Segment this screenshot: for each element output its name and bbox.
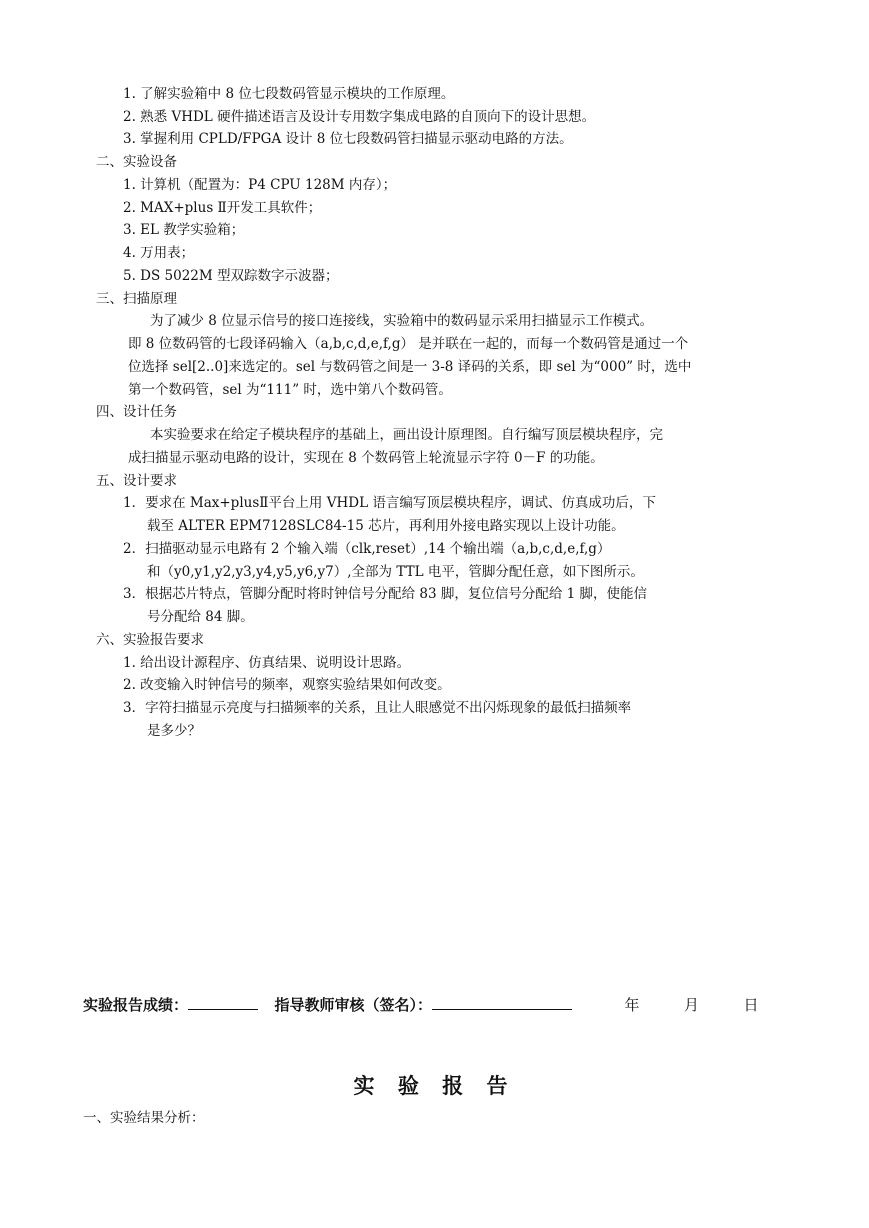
principle-line-1: 为了减少 8 位显示信号的接口连接线，实验箱中的数码显示采用扫描显示工作模式。 (150, 313, 654, 329)
signature-row (83, 995, 758, 1015)
objective-item-3: 3. 掌握利用 CPLD/FPGA 设计 8 位七段数码管扫描显示驱动电路的方法。 (123, 131, 573, 147)
date-month-label: 月 (683, 996, 699, 1014)
task-line-2: 成扫描显示驱动电路的设计，实现在 8 个数码管上轮流显示字符 0－F 的功能。 (128, 450, 604, 466)
requirement-line-5: 3．根据芯片特点，管脚分配时将时钟信号分配给 83 脚，复位信号分配给 1 脚，使能信 (123, 586, 648, 602)
teacher-review-label: 指导教师审核（签名）： (274, 996, 432, 1014)
requirement-line-3: 2．扫描驱动显示电路有 2 个输入端（clk,reset）,14 个输出端（a,b,c,d,e,f,g） (123, 541, 611, 557)
requirement-line-1: 1．要求在 Max+plusⅡ平台上用 VHDL 语言编写顶层模块程序，调试、仿真成功后，下 (123, 495, 656, 511)
section-heading-equipment: 二、实验设备 (96, 154, 177, 170)
task-line-1: 本实验要求在给定子模块程序的基础上，画出设计原理图。自行编写顶层模块程序，完 (150, 427, 663, 443)
section-heading-requirements: 五、设计要求 (96, 473, 177, 489)
principle-line-3: 位选择 sel[2..0]来选定的。sel 与数码管之间是一 3-8 译码的关系，即 sel 为“000” 时，选中 (128, 359, 692, 375)
requirement-line-2: 载至 ALTER EPM7128SLC84-15 芯片，再利用外接电路实现以上设计功能。 (147, 518, 625, 534)
requirement-line-4: 和（y0,y1,y2,y3,y4,y5,y6,y7）,全部为 TTL 电平，管脚分配任意，如下图所示。 (147, 564, 644, 580)
date-day-label: 日 (743, 996, 759, 1014)
date-year-label: 年 (624, 996, 640, 1014)
equipment-item-2: 2. MAX+plus Ⅱ开发工具软件； (123, 200, 322, 216)
grade-blank[interactable] (188, 995, 258, 1010)
report-req-line-1: 1. 给出设计源程序、仿真结果、说明设计思路。 (123, 655, 411, 671)
equipment-item-3: 3. EL 教学实验箱； (123, 222, 245, 238)
equipment-item-4: 4. 万用表； (123, 245, 195, 261)
objective-item-2: 2. 熟悉 VHDL 硬件描述语言及设计专用数字集成电路的自顶向下的设计思想。 (123, 109, 596, 125)
section-heading-result-analysis: 一、实验结果分析： (83, 1110, 205, 1126)
requirement-line-6: 号分配给 84 脚。 (147, 609, 254, 625)
equipment-item-5: 5. DS 5022M 型双踪数字示波器； (123, 268, 339, 284)
principle-line-4: 第一个数码管，sel 为“111” 时，选中第八个数码管。 (128, 382, 452, 398)
teacher-signature-blank[interactable] (432, 995, 572, 1010)
section-heading-report-requirements: 六、实验报告要求 (96, 632, 204, 648)
report-title: 实 验 报 告 (353, 1074, 516, 1098)
section-heading-principle: 三、扫描原理 (96, 291, 177, 307)
report-req-line-3: 3．字符扫描显示亮度与扫描频率的关系，且让人眼感觉不出闪烁现象的最低扫描频率 (123, 700, 632, 716)
principle-line-2: 即 8 位数码管的七段译码输入（a,b,c,d,e,f,g） 是并联在一起的，而每一个数码管是通过一个 (128, 336, 689, 352)
equipment-item-1: 1. 计算机（配置为：P4 CPU 128M 内存）； (123, 177, 397, 193)
grade-label: 实验报告成绩： (83, 996, 189, 1014)
report-req-line-4: 是多少？ (147, 723, 201, 739)
objective-item-1: 1. 了解实验箱中 8 位七段数码管显示模块的工作原理。 (123, 86, 455, 102)
section-heading-task: 四、设计任务 (96, 404, 177, 420)
report-req-line-2: 2. 改变输入时钟信号的频率，观察实验结果如何改变。 (123, 677, 451, 693)
